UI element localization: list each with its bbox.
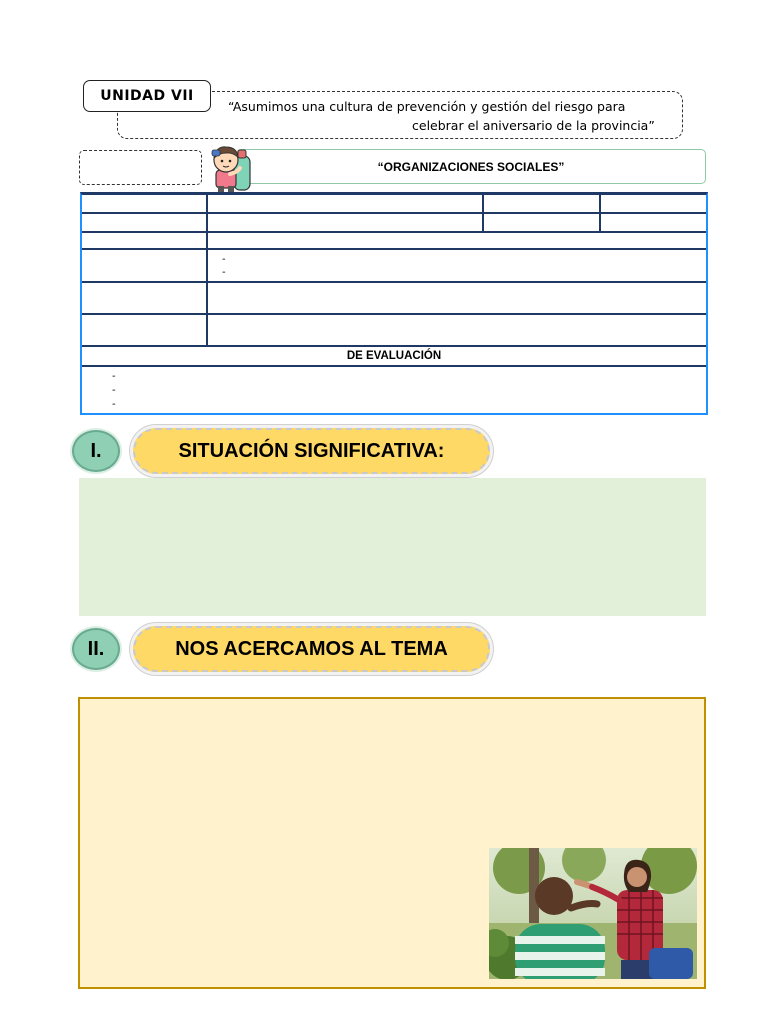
table-row-divider	[82, 231, 706, 233]
situation-content-box	[79, 478, 706, 616]
unit-badge: UNIDAD VII	[83, 80, 211, 112]
table-row-divider	[82, 281, 706, 283]
section-title-situacion: SITUACIÓN SIGNIFICATIVA:	[133, 428, 490, 474]
list-dash: -	[112, 371, 116, 382]
unit-motto-line2: celebrar el aniversario de la provincia”	[412, 118, 655, 133]
unit-motto-line1: “Asumimos una cultura de prevención y gestión del riesgo para	[228, 99, 626, 114]
list-dash: -	[112, 399, 116, 410]
table-column-divider	[206, 195, 208, 345]
table-column-divider	[482, 195, 484, 231]
session-number-box	[79, 150, 202, 185]
session-title: “ORGANIZACIONES SOCIALES”	[236, 149, 706, 184]
table-row-divider	[82, 212, 706, 214]
section-title-acercamos: NOS ACERCAMOS AL TEMA	[133, 626, 490, 672]
session-info-table	[80, 192, 708, 415]
table-row-divider	[82, 248, 706, 250]
list-dash: -	[222, 254, 226, 265]
section-number-1: I.	[72, 430, 120, 472]
list-dash: -	[222, 267, 226, 278]
table-row-divider	[82, 313, 706, 315]
child-with-bottle-icon	[204, 140, 258, 194]
two-people-arguing-image	[489, 848, 697, 979]
table-column-divider	[599, 195, 601, 231]
table-row-divider	[82, 365, 706, 367]
evaluation-header: DE EVALUACIÓN	[346, 349, 442, 362]
list-dash: -	[112, 385, 116, 396]
section-number-2: II.	[72, 628, 120, 670]
